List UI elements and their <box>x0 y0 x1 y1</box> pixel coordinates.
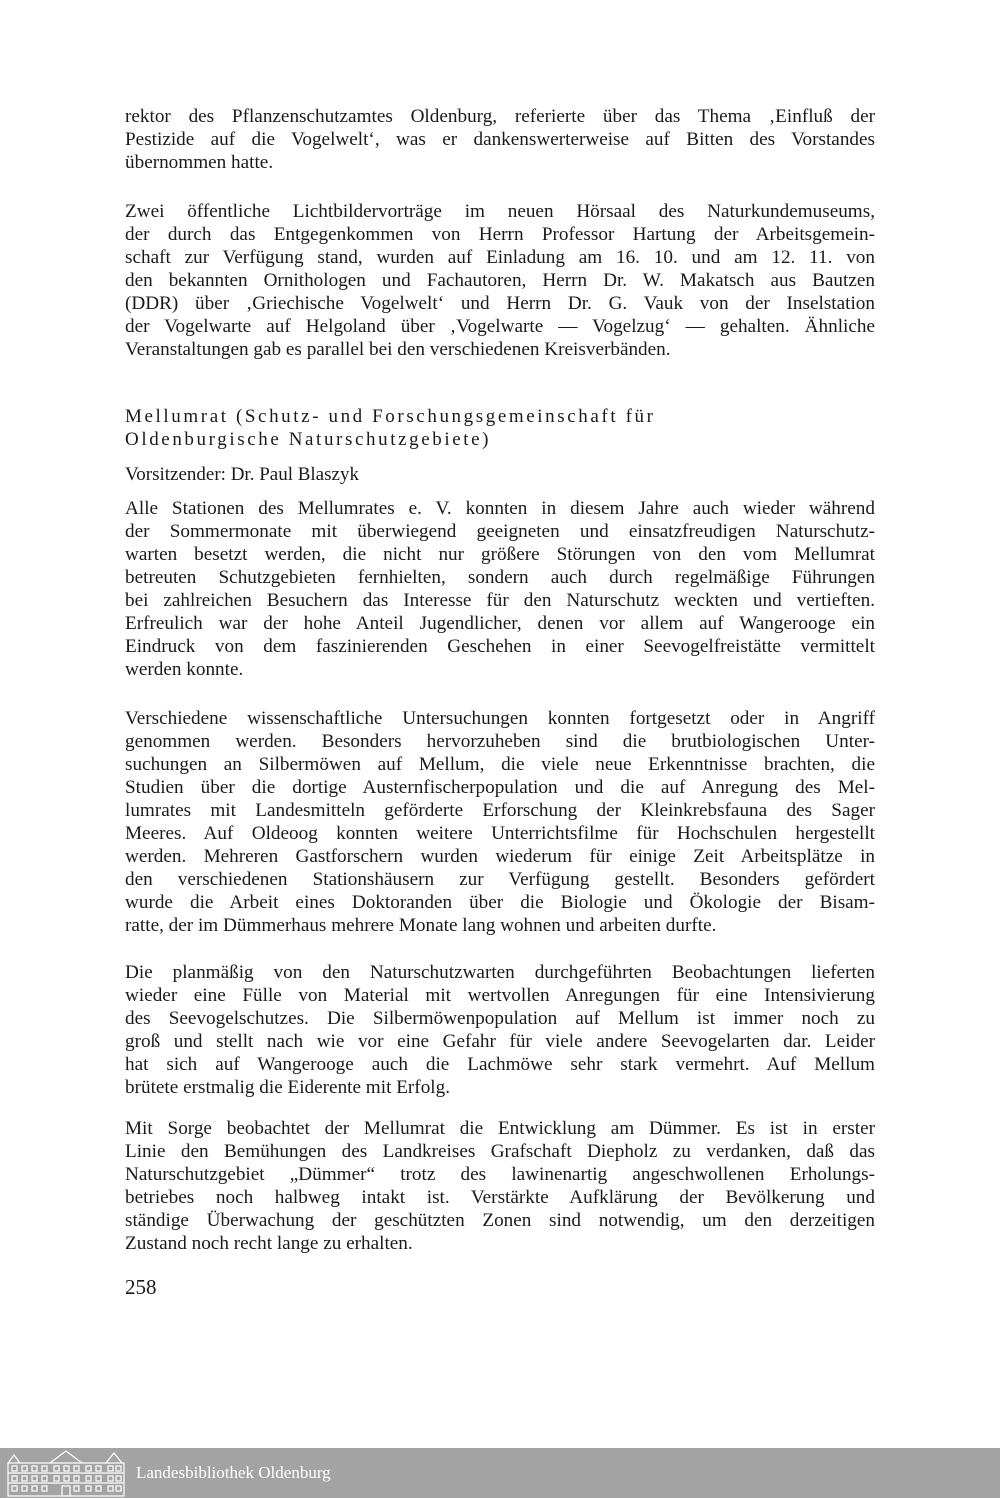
page-number: 258 <box>125 1275 157 1299</box>
text-line: bei zahlreichen Besuchern das Interesse für den Naturschutz weckten und vertieften. <box>125 590 875 611</box>
text-line: den bekannten Ornithologen und Fachautoren, Herrn Dr. W. Makatsch aus Bautzen <box>125 270 875 291</box>
text-line: lumrates mit Landesmitteln geförderte Erforschung der Kleinkrebsfauna des Sager <box>125 800 875 821</box>
chair-text: Vorsitzender: Dr. Paul Blaszyk <box>125 464 359 485</box>
text-line: ratte, der im Dümmerhaus mehrere Monate lang wohnen und arbeiten durfte. <box>125 915 717 936</box>
text-line: den verschiedenen Stationshäusern zur Verfügung gestellt. Besonders gefördert <box>125 869 875 890</box>
text-line: Erfreulich war der hohe Anteil Jugendlicher, denen vor allem auf Wangerooge ein <box>125 613 875 634</box>
paragraph-text <box>125 1117 875 1255</box>
text-line: des Seevogelschutzes. Die Silbermöwenpopulation auf Mellum ist immer noch zu <box>125 1008 875 1029</box>
text-line: der Sommermonate mit überwiegend geeigneten und einsatzfreudigen Naturschutz- <box>125 521 875 542</box>
paragraph-text <box>125 105 875 174</box>
section-paragraph-2 <box>125 707 875 937</box>
text-line: werden. Mehreren Gastforschern wurden wiederum für einige Zeit Arbeitsplätze in <box>125 846 875 867</box>
text-line: betriebes noch halbweg intakt ist. Verstärkte Aufklärung der Bevölkerung und <box>125 1187 875 1208</box>
heading-line: Oldenburgische Naturschutzgebiete) <box>125 429 492 450</box>
text-line: Eindruck von dem faszinierenden Geschehen in einer Seevogelfreistätte vermittelt <box>125 636 875 657</box>
text-line: Mit Sorge beobachtet der Mellumrat die Entwicklung am Dümmer. Es ist in erster <box>125 1118 875 1139</box>
paragraph-text <box>125 200 875 361</box>
text-line: betreuten Schutzgebieten fernhielten, sondern auch durch regelmäßige Führungen <box>125 567 875 588</box>
text-line: Pestizide auf die Vogelwelt‘, was er dankenswerterweise auf Bitten des Vorstandes <box>125 129 875 150</box>
text-line: wurde die Arbeit eines Doktoranden über die Biologie und Ökologie der Bisam- <box>125 892 875 913</box>
section-paragraph-1 <box>125 497 875 681</box>
text-line: Alle Stationen des Mellumrates e. V. konnten in diesem Jahre auch wieder während <box>125 498 875 519</box>
paragraph-text <box>125 707 875 937</box>
library-name: Landesbibliothek Oldenburg <box>136 1463 331 1482</box>
text-line: ständige Überwachung der geschützten Zonen sind notwendig, um den derzeitigen <box>125 1210 875 1231</box>
text-line: groß und stellt nach wie vor eine Gefahr für viele andere Seevogelarten dar. Leider <box>125 1031 875 1052</box>
library-building-icon <box>6 1449 126 1497</box>
text-line: Die planmäßig von den Naturschutzwarten durchgeführten Beobachtungen lieferten <box>125 962 875 983</box>
text-line: warten besetzt werden, die nicht nur größere Störungen von den vom Mellumrat <box>125 544 875 565</box>
text-line: genommen werden. Besonders hervorzuheben sind die brutbiologischen Unter- <box>125 731 875 752</box>
text-line: Studien über die dortige Austernfischerpopulation und die auf Anregung des Mel- <box>125 777 875 798</box>
heading-line: Mellumrat (Schutz- und Forschungsgemeinschaft für <box>125 406 656 427</box>
text-line: Zwei öffentliche Lichtbildervorträge im neuen Hörsaal des Naturkundemuseums, <box>125 201 875 222</box>
section-paragraph-3 <box>125 961 875 1099</box>
paragraph-text <box>125 497 875 681</box>
text-line: brütete erstmalig die Eiderente mit Erfolg. <box>125 1077 451 1098</box>
text-line: Veranstaltungen gab es parallel bei den verschiedenen Kreisverbänden. <box>125 339 671 360</box>
text-line: (DDR) über ‚Griechische Vogelwelt‘ und Herrn Dr. G. Vauk von der Inselstation <box>125 293 875 314</box>
text-line: wieder eine Fülle von Material mit wertvollen Anregungen für eine Intensivierung <box>125 985 875 1006</box>
text-line: übernommen hatte. <box>125 152 274 173</box>
paragraph-text <box>125 961 875 1099</box>
section-paragraph-4 <box>125 1117 875 1255</box>
text-line: suchungen an Silbermöwen auf Mellum, die viele neue Erkenntnisse brachten, die <box>125 754 875 775</box>
section-heading <box>125 405 875 451</box>
text-line: rektor des Pflanzenschutzamtes Oldenburg, referierte über das Thema ‚Einfluß der <box>125 106 875 127</box>
text-line: der durch das Entgegenkommen von Herrn Professor Hartung der Arbeitsgemein- <box>125 224 875 245</box>
text-line: Zustand noch recht lange zu erhalten. <box>125 1233 413 1254</box>
paragraph-2 <box>125 200 875 361</box>
text-line: Linie den Bemühungen des Landkreises Grafschaft Diepholz zu verdanken, daß das <box>125 1141 875 1162</box>
text-line: Meeres. Auf Oldeoog konnten weitere Unterrichtsfilme für Hochschulen hergestellt <box>125 823 875 844</box>
section-chair <box>125 463 875 486</box>
paragraph-1 <box>125 105 875 174</box>
library-footer-bar <box>0 1448 1000 1498</box>
text-line: Naturschutzgebiet „Dümmer“ trotz des lawinenartig angeschwollenen Erholungs- <box>125 1164 875 1185</box>
text-line: schaft zur Verfügung stand, wurden auf Einladung am 16. 10. und am 12. 11. von <box>125 247 875 268</box>
text-line: Verschiedene wissenschaftliche Untersuchungen konnten fortgesetzt oder in Angriff <box>125 708 875 729</box>
text-line: hat sich auf Wangerooge auch die Lachmöwe sehr stark vermehrt. Auf Mellum <box>125 1054 875 1075</box>
text-line: der Vogelwarte auf Helgoland über ‚Vogelwarte — Vogelzug‘ — gehalten. Ähnliche <box>125 316 875 337</box>
text-line: werden konnte. <box>125 659 244 680</box>
